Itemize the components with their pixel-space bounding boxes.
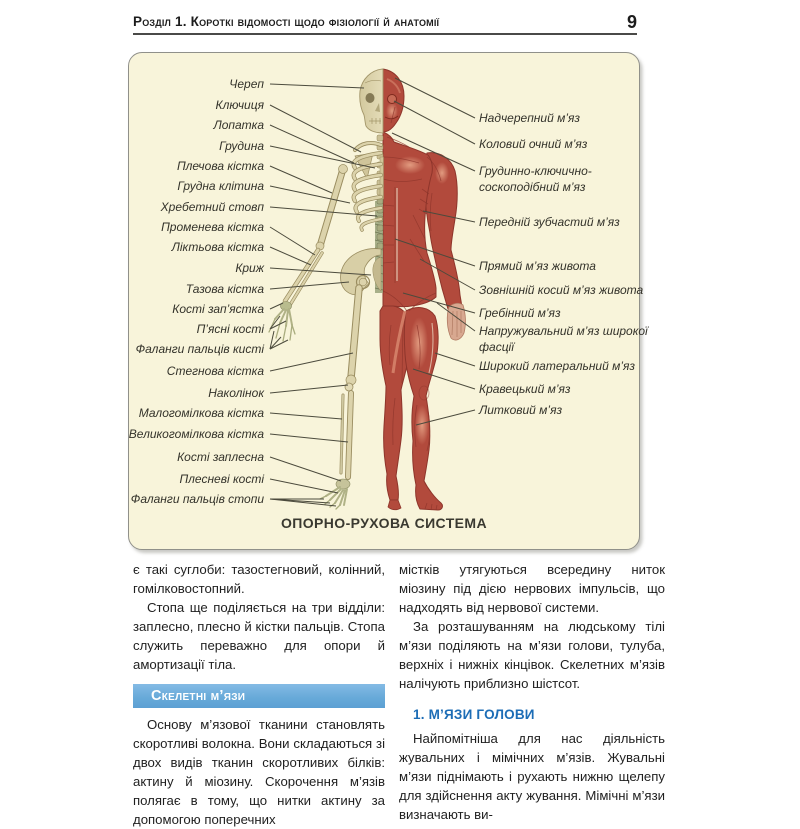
label-sternocleidomastoid: Грудинно-ключично-соскоподібний м’яз <box>479 164 592 194</box>
label-rectus-abdominis: Прямий м’яз живота <box>479 259 596 273</box>
label-tarsals: Кості заплесна <box>177 450 264 464</box>
label-patella: Наколінок <box>208 386 264 400</box>
label-gastrocnemius: Литковий м’яз <box>479 403 563 417</box>
paragraph: містків утягуються всередину ниток міозину під дією нервових імпульсів, що надходять від нервової системи. <box>399 562 665 615</box>
label-pelvis: Тазова кістка <box>185 282 264 296</box>
label-skull: Череп <box>229 77 264 91</box>
label-femur: Стегнова кістка <box>166 364 264 378</box>
label-serratus-anterior: Передній зубчастий м’яз <box>479 215 620 229</box>
skeleton-half <box>269 69 384 509</box>
label-ulna: Ліктьова кістка <box>171 240 264 254</box>
label-epicranius: Надчерепний м’яз <box>479 111 580 125</box>
body-text <box>133 560 665 829</box>
paragraph: Стопа ще поділяється на три відділи: заплесно, плесно й кістки пальців. Стопа служить переважно для опори й амортизації тіла. <box>133 600 385 672</box>
label-sacrum: Криж <box>235 261 264 275</box>
label-sternum: Грудина <box>219 139 264 153</box>
label-foot-phalanges: Фаланги пальців стопи <box>130 492 264 506</box>
label-metacarpals: П’ясні кості <box>196 322 264 336</box>
paragraph: Основу м’язової тканини становлять скоротливі волокна. Вони складаються зі двох видів тканин скоротливих білків: актину й міозину. Скорочення м’язів полягає в тому, що нитки актину за допомогою поперечних <box>133 717 385 827</box>
label-vastus-lateralis: Широкий латеральний м’яз <box>479 359 635 373</box>
label-hand-phalanges: Фаланги пальців кисті <box>135 342 264 356</box>
label-spine: Хребетний стовп <box>160 200 264 214</box>
figure-caption: ОПОРНО-РУХОВА СИСТЕМА <box>281 515 487 531</box>
muscle-half <box>380 69 465 510</box>
paragraph: За розташуванням на людському тілі м’язи поділяють на м’язи голови, тулуба, верхніх і нижніх кінцівок. Скелетних м’язів налічують приблизно шістсот. <box>399 619 665 691</box>
anatomy-figure-box <box>128 52 648 550</box>
page-number: 9 <box>626 12 637 32</box>
label-tensor-fasciae: Напружувальний м’яз широкої фасції <box>479 324 648 354</box>
paragraph: Найпомітніша для нас діяльність жувальних і мімічних м’язів. Жувальні м’язи піднімають і рухають нижню щелепу для здійснення акту жування. Мімічні м’язи визначають ви- <box>399 731 665 822</box>
label-carpals: Кості зап’ястка <box>172 302 264 316</box>
column-right <box>399 560 665 829</box>
subsection-heading-head-muscles: 1. М’ЯЗИ ГОЛОВИ <box>413 707 535 722</box>
label-tibia: Великогомілкова кістка <box>128 427 264 441</box>
label-fibula: Малогомілкова кістка <box>138 406 264 420</box>
paragraph: є такі суглоби: тазостегновий, колінний, гомілковостопний. <box>133 562 385 596</box>
label-sartorius: Кравецький м’яз <box>479 382 571 396</box>
label-radius: Променева кістка <box>161 220 264 234</box>
label-ribcage: Грудна клітина <box>177 179 264 193</box>
label-metatarsals: Плесневі кості <box>179 472 264 486</box>
chapter-title: Розділ 1. Короткі відомості щодо фізіології й анатомії <box>133 14 440 29</box>
column-left <box>133 560 385 829</box>
label-external-oblique: Зовнішній косий м’яз живота <box>479 283 644 297</box>
label-orbicularis-oculi: Коловий очний м’яз <box>479 137 588 151</box>
label-humerus: Плечова кістка <box>176 159 264 173</box>
page-header <box>133 14 637 35</box>
label-pectineus: Гребінний м’яз <box>479 306 561 320</box>
label-scapula: Лопатка <box>213 118 264 132</box>
section-banner-skeletal-muscles: Скелетні м’язи <box>133 684 385 708</box>
label-clavicle: Ключиця <box>215 98 264 112</box>
